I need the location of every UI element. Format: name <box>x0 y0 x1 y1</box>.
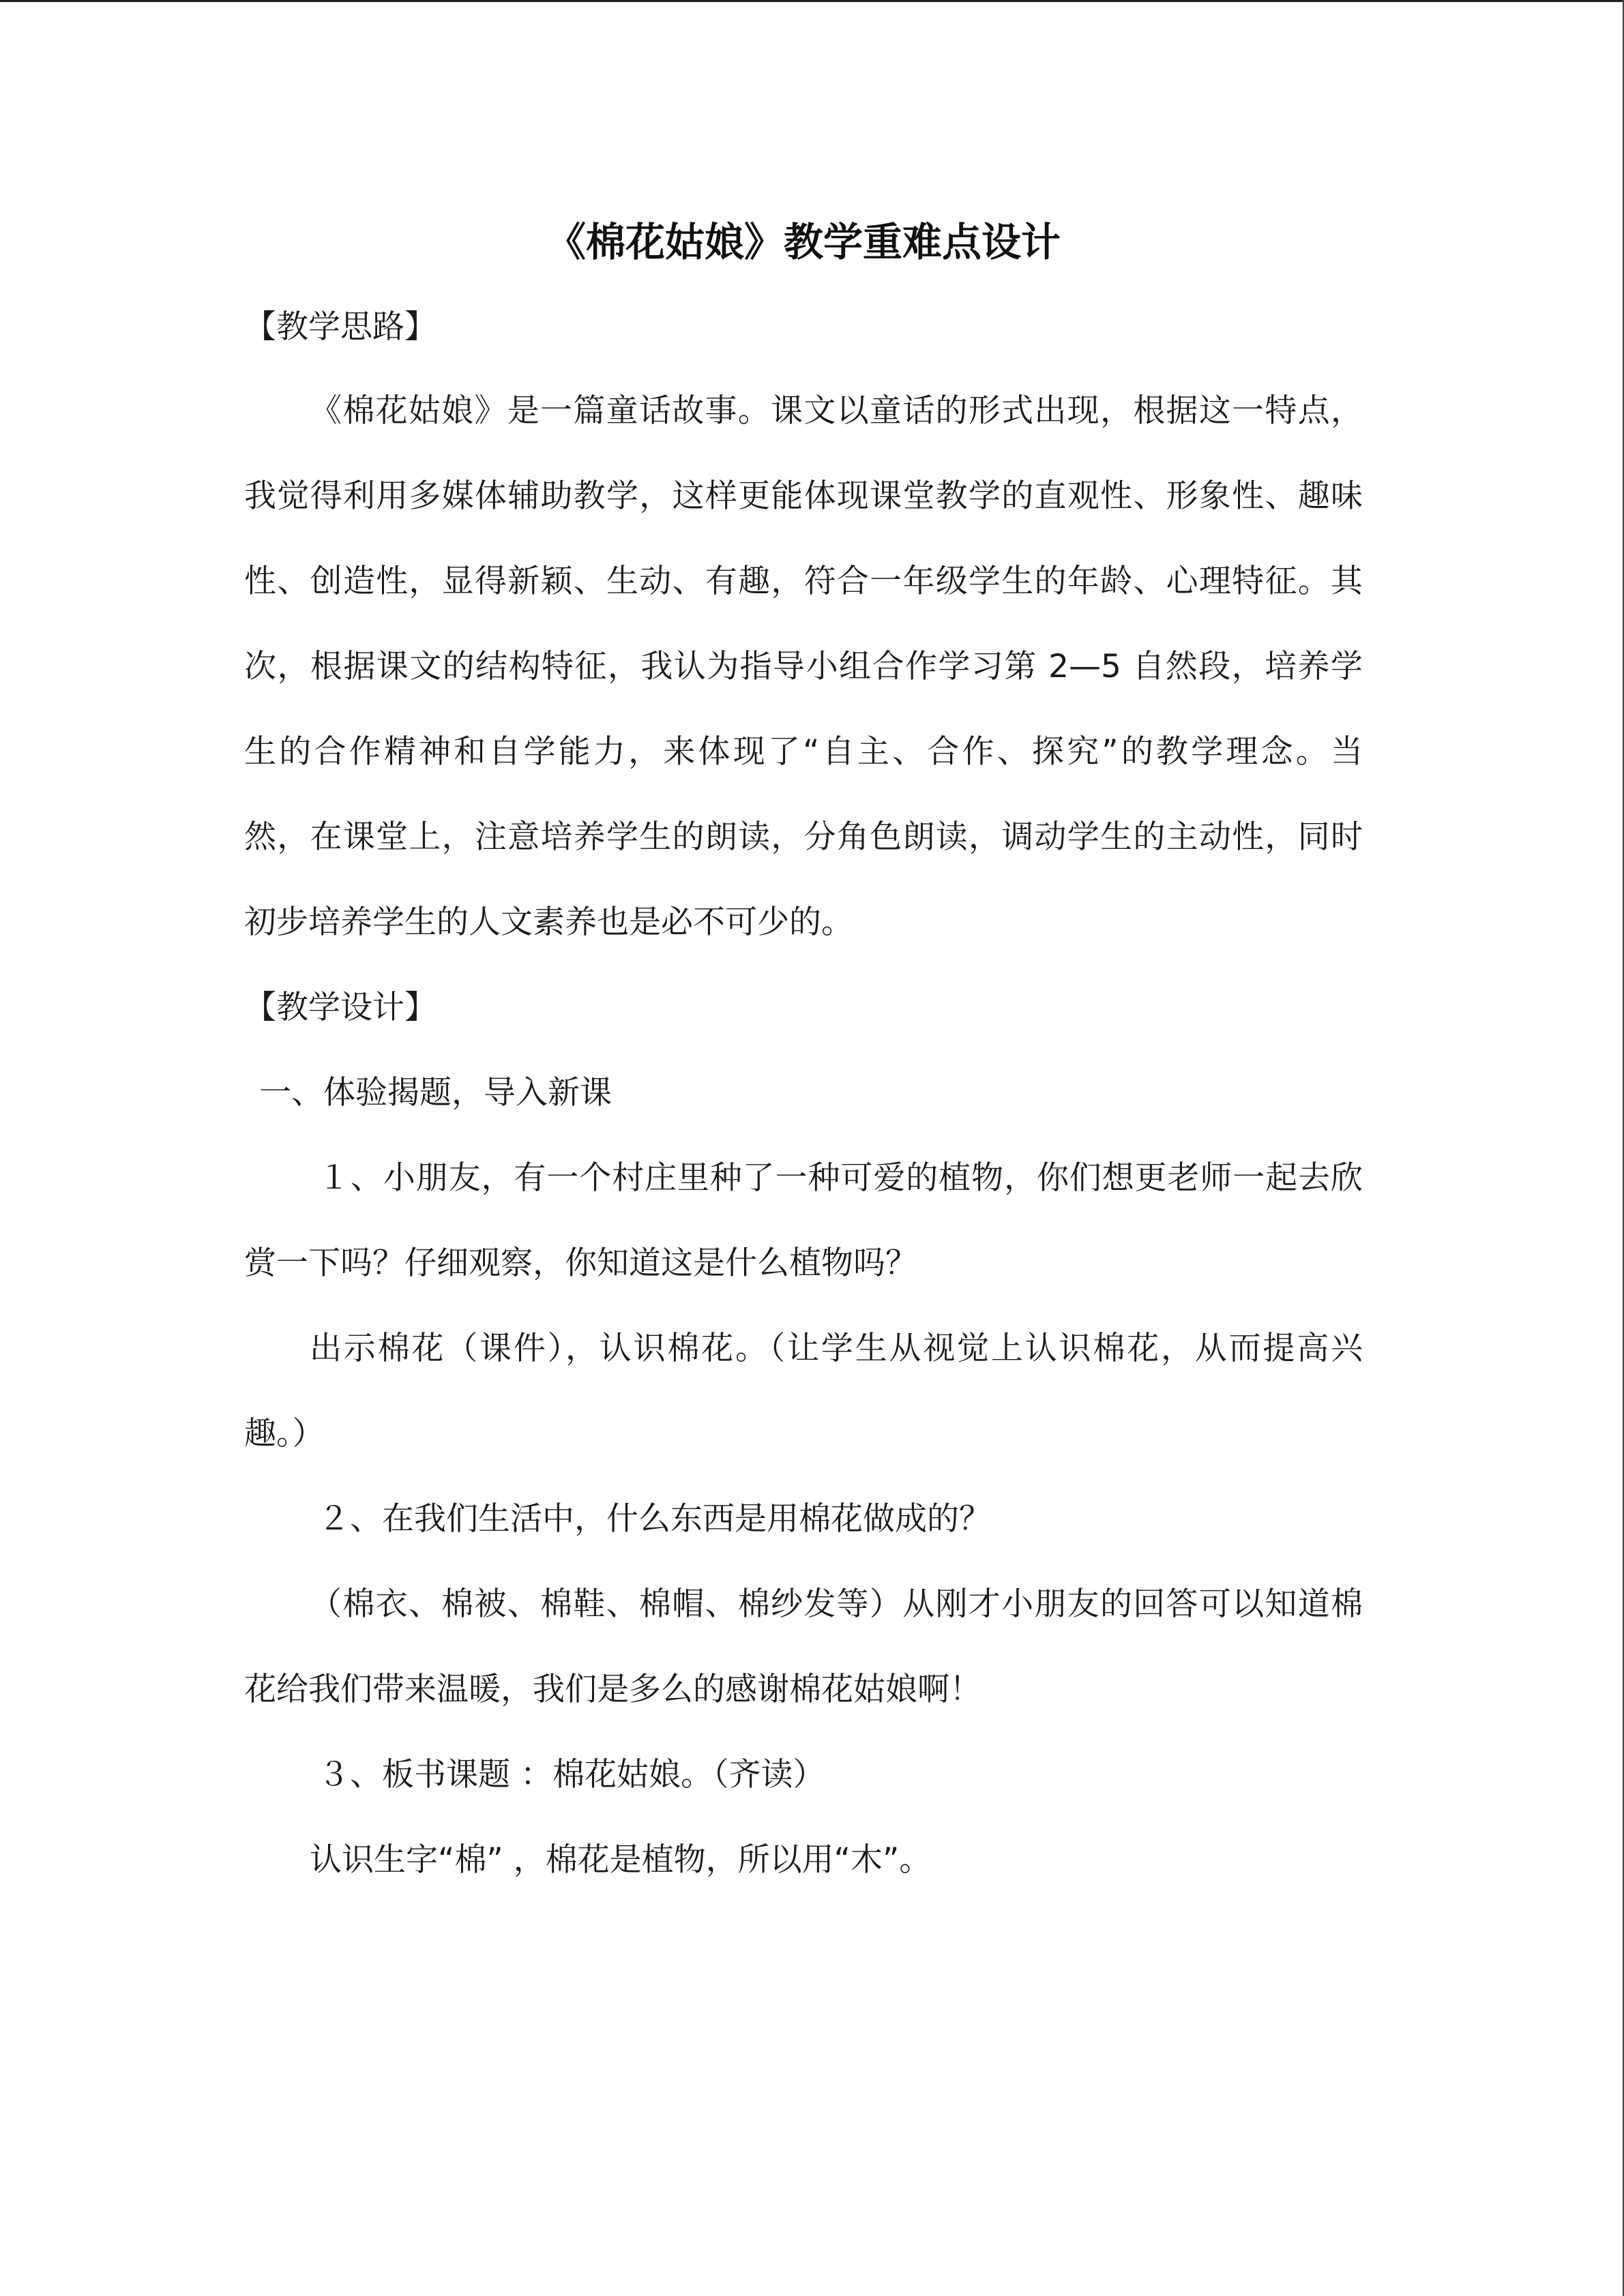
paragraph-line: 《棉花姑娘》是一篇童话故事。课文以童话的形式出现，根据这一特点， <box>310 392 1363 430</box>
paragraph-line: 然，在课堂上，注意培养学生的朗读，分角色朗读，调动学生的主动性，同时 <box>244 818 1363 856</box>
paragraph-line: 次，根据课文的结构特征，我认为指导小组合作学习第 2—5 自然段，培养学 <box>244 648 1363 685</box>
paragraph-line: １、小朋友，有一个村庄里种了一种可爱的植物，你们想更老师一起去欣 <box>318 1159 1363 1197</box>
paragraph-line: 花给我们带来温暖，我们是多么的感谢棉花姑娘啊！ <box>244 1671 981 1708</box>
section-heading-teaching-approach: 【教学思路】 <box>244 308 437 346</box>
section-heading-teaching-design: 【教学设计】 <box>244 989 437 1026</box>
paragraph-line: ２、在我们生活中，什么东西是用棉花做成的？ <box>318 1500 991 1538</box>
paragraph-line: 我觉得利用多媒体辅助教学，这样更能体现课堂教学的直观性、形象性、趣味 <box>244 477 1363 515</box>
page-top-border <box>0 0 1624 2</box>
paragraph-line: 趣。） <box>244 1415 325 1452</box>
paragraph-line: 赏一下吗？仔细观察，你知道这是什么植物吗？ <box>244 1244 917 1282</box>
document-title: 《棉花姑娘》教学重难点设计 <box>546 219 1061 265</box>
paragraph-line: 性、创造性，显得新颖、生动、有趣，符合一年级学生的年龄、心理特征。其 <box>244 563 1363 600</box>
paragraph-line: 认识生字“棉” ，棉花是植物，所以用“木”。 <box>310 1841 932 1879</box>
paragraph-line: ３、板书课题 ：棉花姑娘。（齐读） <box>318 1756 825 1793</box>
paragraph-line: 生的合作精神和自学能力，来体现了“自主、合作、探究”的教学理念。当 <box>244 733 1363 771</box>
part-heading: 一、体验揭题，导入新课 <box>259 1074 612 1112</box>
paragraph-line: （棉衣、棉被、棉鞋、棉帽、棉纱发等）从刚才小朋友的回答可以知道棉 <box>310 1585 1363 1623</box>
paragraph-line: 初步培养学生的人文素养也是必不可少的。 <box>244 904 853 941</box>
paragraph-line: 出示棉花（课件），认识棉花。（让学生从视觉上认识棉花，从而提高兴 <box>310 1330 1363 1367</box>
